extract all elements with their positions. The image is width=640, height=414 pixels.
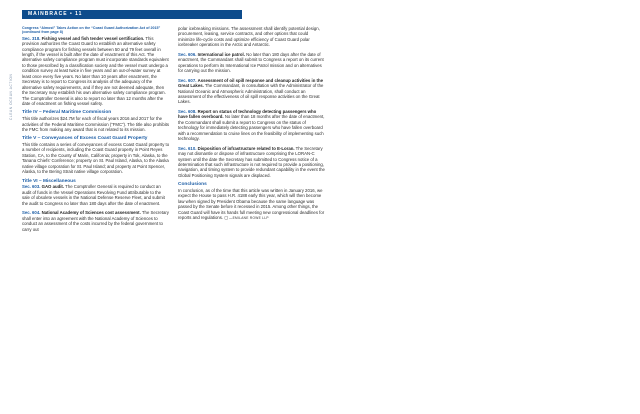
title-v-heading: Title V – Conveyances of Excess Coast Guard Property xyxy=(22,136,148,142)
section-318 xyxy=(22,36,170,107)
section-number: Sec. 606. xyxy=(178,51,197,57)
conclusions-text: In conclusion, as of the time that this article was written in January 2016, we expect the House to pass H.R. 4188 early this year, which will then become law when signed by President Obama because the same language was passed by the Senate before it recessed in 2015. Among other things, the Coast Guard will have its hands full meeting new congressional deadlines for reports and regulations. xyxy=(178,187,325,221)
section-number: Sec. 603. xyxy=(22,184,41,190)
section-604 xyxy=(22,210,170,232)
section-title: International ice patrol. xyxy=(197,51,245,57)
section-606 xyxy=(178,52,326,74)
section-body: The Commandant, in consultation with the Administrator of the National Oceanic and Atmospheric Administration, shall conduct an assessment of the effectiveness of oil spill response activities on the Great Lakes. xyxy=(178,83,324,105)
section-title: Fishing vessel and fish tender vessel certification. xyxy=(41,35,145,41)
section-number: Sec. 608. xyxy=(178,108,197,114)
section-number: Sec. 610. xyxy=(178,145,197,151)
title-iv-heading: Title IV – Federal Maritime Commission xyxy=(22,110,112,116)
continued-intro: Congress “Almost” Takes Action on the “Coast Guard Authorization Act of 2015” (continued from page 8) xyxy=(22,26,161,35)
section-body: No later than 18 months after the date of enactment, the Commandant shall submit a report to Congress on the status of technology for immediately detecting passengers who have fallen overboard with a recommendation to cruise lines on the feasibility of implementing such technology. xyxy=(178,114,325,142)
right-column xyxy=(178,26,326,226)
title-vi-heading: Title VI – Miscellaneous xyxy=(22,178,76,184)
header-label: MAINBRACE • 11 xyxy=(28,11,83,17)
continued-text: polar icebreaking missions. The assessment shall identify potential design, procurement, leasing, service contracts, and other options that could minimize life-cycle costs and optimize efficiency of Coast Guard polar icebreaker operations in the Arctic and Antarctic. xyxy=(178,26,320,48)
conclusions-body xyxy=(178,188,326,222)
section-title: National Academy of Sciences cost assessment. xyxy=(41,210,141,216)
section-number: Sec. 318. xyxy=(22,35,41,41)
section-title: Assessment of oil spill response and cleanup activities in the Great Lakes. xyxy=(178,77,323,89)
side-text xyxy=(9,40,17,120)
section-608 xyxy=(178,109,326,142)
conclusions-heading: Conclusions xyxy=(178,182,207,188)
section-610 xyxy=(178,146,326,179)
section-title: GAO audit. xyxy=(41,184,65,190)
end-mark-icon: ◻ xyxy=(224,215,228,221)
section-number: Sec. 604. xyxy=(22,210,41,216)
section-title: Report on status of technology detecting passengers who have fallen overboard. xyxy=(178,108,317,120)
section-body: The Secretary shall enter into an agreement with the National Academy of Sciences to conduct an assessment of the costs incurred by the federal government to carry out xyxy=(22,210,169,232)
header-bar xyxy=(22,10,242,19)
title-iv-body: This title authorizes $24.7M for each of fiscal years 2016 and 2017 for the activities of the Federal Maritime Commission (“FMC”). The title also prohibits the FMC from making any award that is not related to its mission. xyxy=(22,116,170,132)
section-title: Disposition of infrastructure related to E-Loran. xyxy=(197,145,295,151)
section-body: No later than 180 days after the date of enactment, the Commandant shall submit to Congress a report on its current operations to perform its International Ice Patrol mission and on alternatives for carrying out the mission. xyxy=(178,51,324,74)
section-607 xyxy=(178,78,326,105)
section-body: This provision authorizes the Coast Guard to establish an alternative safety compliance program for fishing vessels between 50 and 79 feet overall in length, if the vessel is built after the date of enactment of this Act. The alternative safety compliance program must incorporate standards equivalent to those prescribed by a classification society and the vessel must undergo a condition survey at least twice in five years and an out-of-water survey at least once every five years. No later than 10 years after enactment, the Secretary is to report to Congress its analysis of the adequacy of the alternative safety requirements, and if they are not deemed adequate, then the Secretary may establish his own alternative safety compliance program. The Comptroller General is also to report no later than 12 months after the date of enactment on fishing vessel safety. xyxy=(22,35,169,107)
section-body: The Comptroller General is required to conduct an audit of funds in the Vessel Operations Revolving Fund attributable to the sale of obsolete vessels in the National Defense Reserve Fleet, and submit the audit to Congress no later than 180 days after the date of enactment. xyxy=(22,184,165,206)
section-body: The Secretary may not dismantle or dispose of infrastructure comprising the LORAN-C system until the date the Secretary has submitted to Congress notice of a determination that such infrastructure is not required to provide a positioning, navigation, and timing system to provide redundant capability in the event the Global Positioning System signals are displaced. xyxy=(178,145,325,178)
section-603 xyxy=(22,184,170,206)
title-v-body: This title contains a series of conveyances of excess Coast Guard property to a number of recipients, including the Coast Guard property in Point Reyes Station, CA, to the County of Marin, California; property in Tok, Alaska, to the Tanana Chiefs’ Conference; property on St. Paul Island, Alaska, to the Alaska native village corporation for St. Paul Island; and property at Point Spencer, Alaska, to the Bering Strait native village corporation. xyxy=(22,142,170,175)
signature: —EMILANE ROWE LLP xyxy=(227,216,269,221)
left-column xyxy=(22,26,170,236)
side-text-label: CLEAN OCEAN ACTION xyxy=(9,73,13,120)
section-number: Sec. 607. xyxy=(178,77,197,83)
